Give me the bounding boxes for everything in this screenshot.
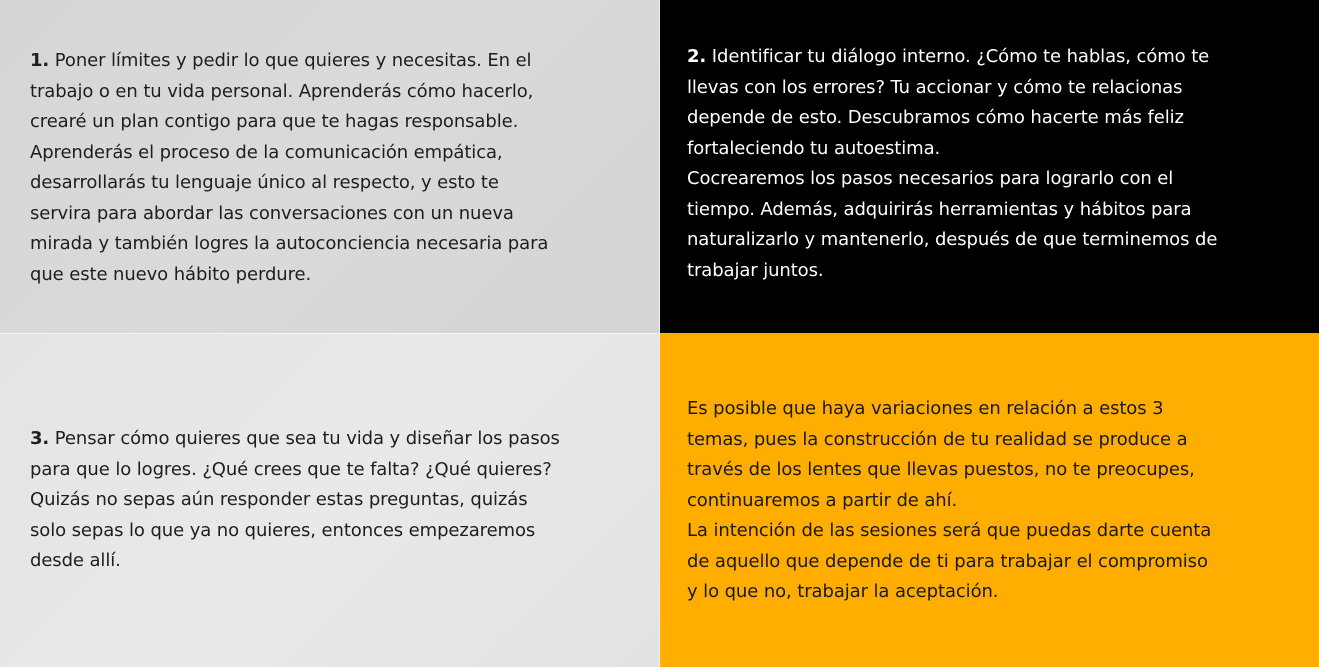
panel-2-line: tiempo. Además, adquirirás herramientas y hábitos para: [687, 198, 1192, 220]
panel-4-line: temas, pues la construcción de tu realidad se produce a: [687, 428, 1188, 450]
panel-4-line: continuaremos a partir de ahí.: [687, 489, 958, 511]
panel-2-line: naturalizarlo y mantenerlo, después de que terminemos de: [687, 229, 1218, 250]
panel-4-line: de aquello que depende de ti para trabajar el compromiso: [687, 550, 1208, 572]
panel-4-line: través de los lentes que llevas puestos, no te preocupes,: [687, 459, 1195, 480]
panel-3-line: para que lo logres. ¿Qué crees que te falta? ¿Qué quieres?: [30, 458, 552, 480]
panel-4: [659, 333, 1319, 667]
panel-3-line: Quizás no sepas aún responder estas preguntas, quizás: [30, 489, 528, 510]
panel-2-line: fortaleciendo tu autoestima.: [687, 137, 941, 159]
panel-1-line: Aprenderás el proceso de la comunicación empática,: [30, 141, 503, 163]
panel-1: [0, 0, 659, 333]
horizontal-divider: [0, 333, 659, 334]
panel-1-line: trabajo o en tu vida personal. Aprenderás cómo hacerlo,: [30, 80, 534, 102]
panel-1-number: 1.: [30, 50, 50, 71]
panel-4-text: [687, 394, 1305, 608]
panel-2-line: trabajar juntos.: [687, 259, 824, 281]
panel-3: [0, 333, 659, 667]
panel-1-text: [30, 46, 645, 290]
panel-2-number: 2.: [687, 46, 707, 67]
panel-2-line: Cocrearemos los pasos necesarios para lograrlo con el: [687, 168, 1174, 189]
panel-2: [659, 0, 1319, 333]
panel-4-line: La intención de las sesiones será que puedas darte cuenta: [687, 520, 1212, 541]
panel-3-line: desde allí.: [30, 550, 121, 571]
panel-3-text: [30, 424, 645, 577]
panel-1-line: mirada y también logres la autoconciencia necesaria para: [30, 233, 549, 254]
panel-1-line: desarrollarás tu lenguaje único al respecto, y esto te: [30, 172, 499, 193]
vertical-divider: [659, 0, 660, 667]
panel-3-number: 3.: [30, 428, 50, 449]
panel-4-line: Es posible que haya variaciones en relación a estos 3: [687, 398, 1164, 419]
panel-3-line: 3. Pensar cómo quieres que sea tu vida y diseñar los pasos: [30, 428, 560, 449]
panel-2-line: 2. Identificar tu diálogo interno. ¿Cómo te hablas, cómo te: [687, 46, 1210, 67]
panel-3-line: solo sepas lo que ya no quieres, entonces empezaremos: [30, 519, 536, 541]
panel-1-line: crearé un plan contigo para que te hagas responsable.: [30, 111, 519, 132]
panel-1-line: que este nuevo hábito perdure.: [30, 263, 312, 285]
panel-2-line: depende de esto. Descubramos cómo hacerte más feliz: [687, 107, 1184, 128]
panel-1-line: 1. Poner límites y pedir lo que quieres y necesitas. En el: [30, 50, 532, 71]
panel-2-line: llevas con los errores? Tu accionar y cómo te relacionas: [687, 76, 1183, 98]
panel-1-line: servira para abordar las conversaciones con un nueva: [30, 202, 514, 224]
panel-4-line: y lo que no, trabajar la aceptación.: [687, 581, 999, 602]
panel-2-text: [687, 42, 1305, 286]
